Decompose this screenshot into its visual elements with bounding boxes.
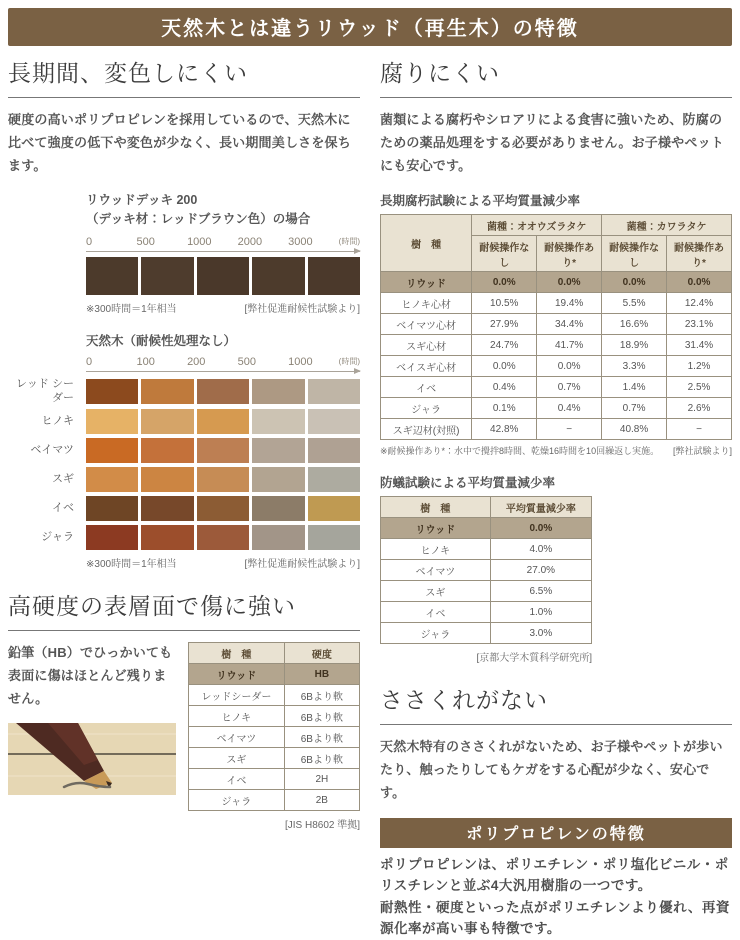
col-header-species: 樹 種 — [381, 497, 491, 518]
right-column — [380, 55, 732, 940]
grid-row-hinoki — [8, 409, 360, 434]
wood-swatch — [252, 257, 304, 295]
time-unit-label: (時間) — [338, 236, 360, 246]
hardness-source: [JIS H8602 準拠] — [284, 820, 360, 832]
rewood-timeline — [86, 236, 360, 248]
row-label: スギ — [52, 472, 74, 485]
wood-swatch — [86, 257, 138, 295]
wood-swatch — [197, 257, 249, 295]
time-unit-label: (時間) — [338, 356, 360, 366]
wood-swatch — [308, 379, 360, 404]
wood-swatch — [252, 496, 304, 521]
col-header-species: 樹 種 — [381, 215, 472, 272]
wood-swatch — [252, 525, 304, 550]
grid-row-ipe — [8, 496, 360, 521]
note-equivalence: ※300時間＝1年相当 — [86, 559, 177, 571]
pencil-photo — [8, 723, 176, 795]
timeline-arrow-icon — [86, 251, 360, 252]
heading-no-splinters: ささくれがない — [380, 682, 732, 725]
wood-swatch — [308, 438, 360, 463]
wood-swatch — [141, 409, 193, 434]
wood-swatch — [308, 257, 360, 295]
decay-table-label: 長期腐朽試験による平均質量減少率 — [380, 194, 581, 209]
wood-swatch — [308, 409, 360, 434]
table-row: ヒノキ 4.0% — [381, 539, 592, 560]
tick: 0 — [86, 355, 93, 368]
table-row-rewood: リウッド 0.0% — [381, 518, 592, 539]
table-row: ベイスギ心材 0.0% 0.0% 3.3% 1.2% — [381, 356, 732, 377]
wood-swatch — [252, 409, 304, 434]
wood-swatch — [308, 496, 360, 521]
table-row: レッドシーダー 6Bより軟 — [189, 685, 360, 706]
natural-wood-label: 天然木（耐候性処理なし） — [86, 333, 237, 348]
rot-body-text: 菌類による腐朽やシロアリによる食害に強いため、防腐のための薬品処理をする必要がありません。お子様やペットにも安心です。 — [380, 112, 724, 173]
tick: 3000 — [288, 235, 313, 248]
table-row: スギ辺材(対照) 42.8% − 40.8% − — [381, 419, 732, 440]
table-row: スギ心材 24.7% 41.7% 18.9% 31.4% — [381, 335, 732, 356]
tick: 500 — [237, 355, 256, 368]
wood-swatch — [141, 257, 193, 295]
wood-swatch — [86, 496, 138, 521]
heading-fade-resistance: 長期間、変色しにくい — [8, 55, 360, 98]
decay-source: [弊社試験より] — [672, 446, 732, 457]
rewood-label-line2: （デッキ材：レッドブラウン色）の場合 — [86, 212, 311, 226]
termite-table-label: 防蟻試験による平均質量減少率 — [380, 476, 556, 491]
col-header-species: 樹 種 — [189, 643, 285, 664]
rewood-swatch-strip — [86, 257, 360, 295]
rewood-label-line1: リウッドデッキ 200 — [86, 193, 198, 208]
tick: 0 — [86, 235, 93, 248]
table-row: イベ 2H — [189, 769, 360, 790]
polypropylene-banner: ポリプロピレンの特徴 — [380, 818, 732, 848]
fade-body-text: 硬度の高いポリプロピレンを採用しているので、天然木に比べて強度の低下や変色が少なく、長い期間美しさを保ちます。 — [8, 112, 351, 173]
note-source: [弊社促進耐候性試験より] — [244, 303, 360, 315]
wood-swatch — [197, 525, 249, 550]
table-row: ヒノキ心材 10.5% 19.4% 5.5% 12.4% — [381, 293, 732, 314]
natural-timeline — [86, 356, 360, 368]
col-group-fungus2: 菌種：カワラタケ — [602, 215, 732, 236]
tick: 1000 — [288, 355, 313, 368]
table-row: ベイマツ 6Bより軟 — [189, 727, 360, 748]
hardness-body-text: 鉛筆（HB）でひっかいても表面に傷はほとんど残りません。 — [8, 645, 173, 706]
col-group-fungus1: 菌種：オオウズラタケ — [472, 215, 602, 236]
rewood-note-row — [86, 300, 360, 315]
subcol-no-weathering: 耐候操作なし — [472, 236, 537, 272]
wood-swatch — [141, 467, 193, 492]
wood-swatch — [141, 379, 193, 404]
note-source: [弊社促進耐候性試験より] — [244, 559, 360, 571]
wood-swatch — [308, 467, 360, 492]
decay-footnote: ※耐候操作あり*：水中で攪拌8時間、乾燥16時間を10回繰返し実施。 — [380, 446, 660, 457]
wood-swatch — [141, 438, 193, 463]
tick: 500 — [136, 235, 155, 248]
grid-row-redcedar — [8, 378, 360, 406]
subcol-with-weathering: 耐候操作あり* — [667, 236, 732, 272]
tick: 2000 — [237, 235, 263, 248]
polypropylene-body-1: ポリプロピレンは、ポリエチレン・ポリ塩化ビニル・ポリスチレンと並ぶ4大汎用樹脂の一つです。 — [380, 856, 729, 894]
row-label: ヒノキ — [41, 414, 74, 427]
grid-row-jarrah — [8, 525, 360, 550]
table-row: ベイマツ 27.0% — [381, 560, 592, 581]
table-row: スギ 6.5% — [381, 581, 592, 602]
grid-row-sugi — [8, 467, 360, 492]
col-header-mass-loss: 平均質量減少率 — [490, 497, 591, 518]
table-row-rewood: リウッド 0.0% 0.0% 0.0% 0.0% — [381, 272, 732, 293]
table-row: ヒノキ 6Bより軟 — [189, 706, 360, 727]
termite-source: [京都大学木質科学研究所] — [476, 653, 592, 665]
wood-swatch — [86, 467, 138, 492]
wood-swatch — [197, 379, 249, 404]
grid-row-beimatsu — [8, 438, 360, 463]
tick: 1000 — [187, 235, 212, 248]
table-row: スギ 6Bより軟 — [189, 748, 360, 769]
row-label: ジャラ — [41, 530, 74, 543]
table-row: ジャラ 0.1% 0.4% 0.7% 2.6% — [381, 398, 732, 419]
wood-swatch — [197, 467, 249, 492]
wood-swatch — [141, 525, 193, 550]
wood-swatch — [308, 525, 360, 550]
decay-table — [380, 214, 732, 440]
page-title-banner: 天然木とは違うリウッド（再生木）の特徴 — [8, 8, 732, 46]
wood-swatch — [252, 379, 304, 404]
row-label: イベ — [52, 501, 74, 514]
subcol-with-weathering: 耐候操作あり* — [537, 236, 602, 272]
wood-swatch — [86, 379, 138, 404]
wood-swatch — [252, 438, 304, 463]
table-row: ジャラ 2B — [189, 790, 360, 811]
tick: 200 — [187, 355, 206, 368]
table-row: ベイマツ心材 27.9% 34.4% 16.6% 23.1% — [381, 314, 732, 335]
natural-note-row — [86, 555, 360, 570]
heading-rot-resistance: 腐りにくい — [380, 55, 732, 98]
natural-wood-grid — [8, 378, 360, 571]
wood-swatch — [197, 409, 249, 434]
wood-swatch — [141, 496, 193, 521]
row-label: レッド シーダー — [16, 377, 74, 404]
table-row: イベ 1.0% — [381, 602, 592, 623]
col-header-hardness: 硬度 — [284, 643, 359, 664]
heading-scratch-resistance: 高硬度の表層面で傷に強い — [8, 588, 360, 631]
table-row: ジャラ 3.0% — [381, 623, 592, 644]
wood-swatch — [86, 525, 138, 550]
termite-table — [380, 496, 592, 644]
tick: 100 — [136, 355, 155, 368]
wood-swatch — [86, 409, 138, 434]
wood-swatch — [86, 438, 138, 463]
decay-footnote-row — [380, 444, 732, 457]
hardness-table — [188, 642, 360, 811]
subcol-no-weathering: 耐候操作なし — [602, 236, 667, 272]
splinter-body-text: 天然木特有のささくれがないため、お子様やペットが歩いたり、触ったりしてもケガをする心配が少なく、安心です。 — [380, 739, 723, 800]
timeline-arrow-icon — [86, 371, 360, 372]
row-label: ベイマツ — [30, 443, 74, 456]
wood-swatch — [197, 438, 249, 463]
wood-swatch — [252, 467, 304, 492]
wood-swatch — [197, 496, 249, 521]
table-row: イベ 0.4% 0.7% 1.4% 2.5% — [381, 377, 732, 398]
left-column — [8, 55, 360, 940]
polypropylene-body-2: 耐熱性・硬度といった点がポリエチレンより優れ、再資源化率が高い事も特徴です。 — [380, 899, 730, 937]
table-row-rewood: リウッド HB — [189, 664, 360, 685]
note-equivalence: ※300時間＝1年相当 — [86, 303, 177, 315]
rewood-fade-chart — [86, 191, 360, 315]
